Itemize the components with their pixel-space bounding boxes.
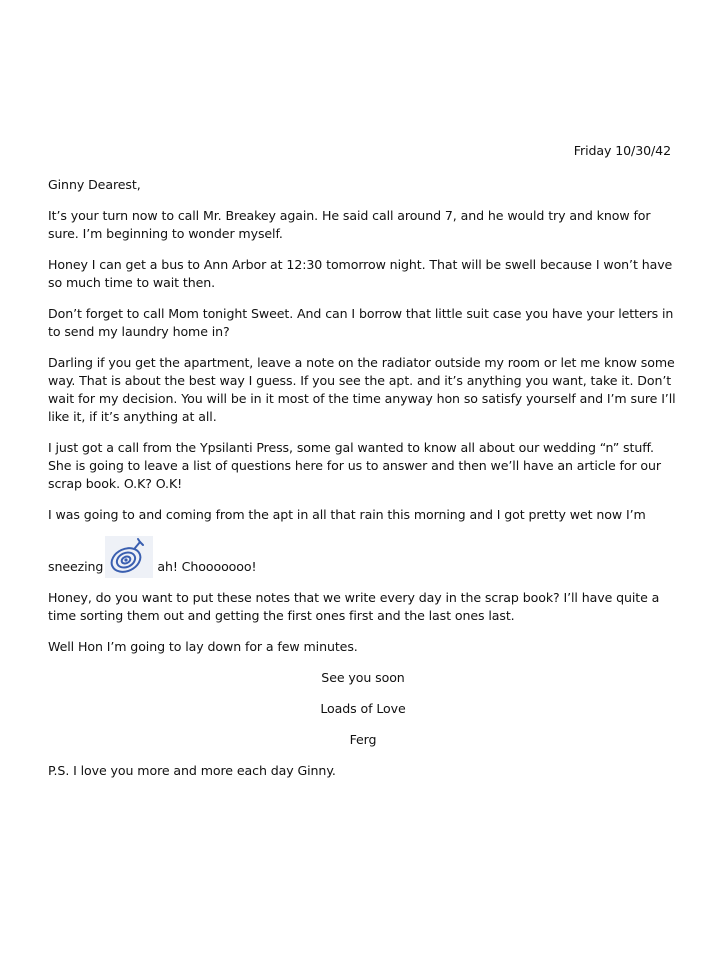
paragraph-apartment: Darling if you get the apartment, leave a note on the radiator outside my room or let me know some way. That is about the best way I guess. If you see the apt. and it’s anything you want, take it. Don’t wait for my decision. You will be in it most of the time anyway hon so satisfy yourself and I’m sure I’ll like it, if it’s anything at all.	[48, 355, 676, 424]
sneeze-swirl-icon	[105, 536, 153, 578]
sneeze-line	[48, 532, 678, 576]
paragraph-ypsilanti-press: I just got a call from the Ypsilanti Press, some gal wanted to know all about our wedding “n” stuff. She is going to leave a list of questions here for us to answer and then we’ll have an article for our scrap book. O.K? O.K!	[48, 440, 662, 491]
signature: Ferg	[349, 732, 377, 747]
paragraph-scrap-book: Honey, do you want to put these notes that we write every day in the scrap book? I’ll have quite a time sorting them out and getting the first ones first and the last ones last.	[48, 590, 660, 623]
paragraph-rain: I was going to and coming from the apt in all that rain this morning and I got pretty wet now I’m	[48, 507, 646, 522]
closing-see-you-soon: See you soon	[321, 670, 405, 685]
letter-date: Friday 10/30/42	[573, 143, 671, 158]
sneeze-text-after: ah! Chooooooo!	[157, 559, 257, 574]
sneeze-text-before: sneezing	[48, 559, 104, 574]
salutation: Ginny Dearest,	[48, 177, 141, 192]
paragraph-lay-down: Well Hon I’m going to lay down for a few minutes.	[48, 639, 358, 654]
paragraph-bus: Honey I can get a bus to Ann Arbor at 12:30 tomorrow night. That will be swell because I won’t have so much time to wait then.	[48, 257, 673, 290]
letter-body	[48, 176, 678, 793]
closing-loads-of-love: Loads of Love	[320, 701, 406, 716]
paragraph-call-breakey: It’s your turn now to call Mr. Breakey again. He said call around 7, and he would try and know for sure. I’m beginning to wonder myself.	[48, 208, 651, 241]
postscript: P.S. I love you more and more each day Ginny.	[48, 763, 336, 778]
paragraph-mom: Don’t forget to call Mom tonight Sweet. And can I borrow that little suit case you have your letters in to send my laundry home in?	[48, 306, 674, 339]
